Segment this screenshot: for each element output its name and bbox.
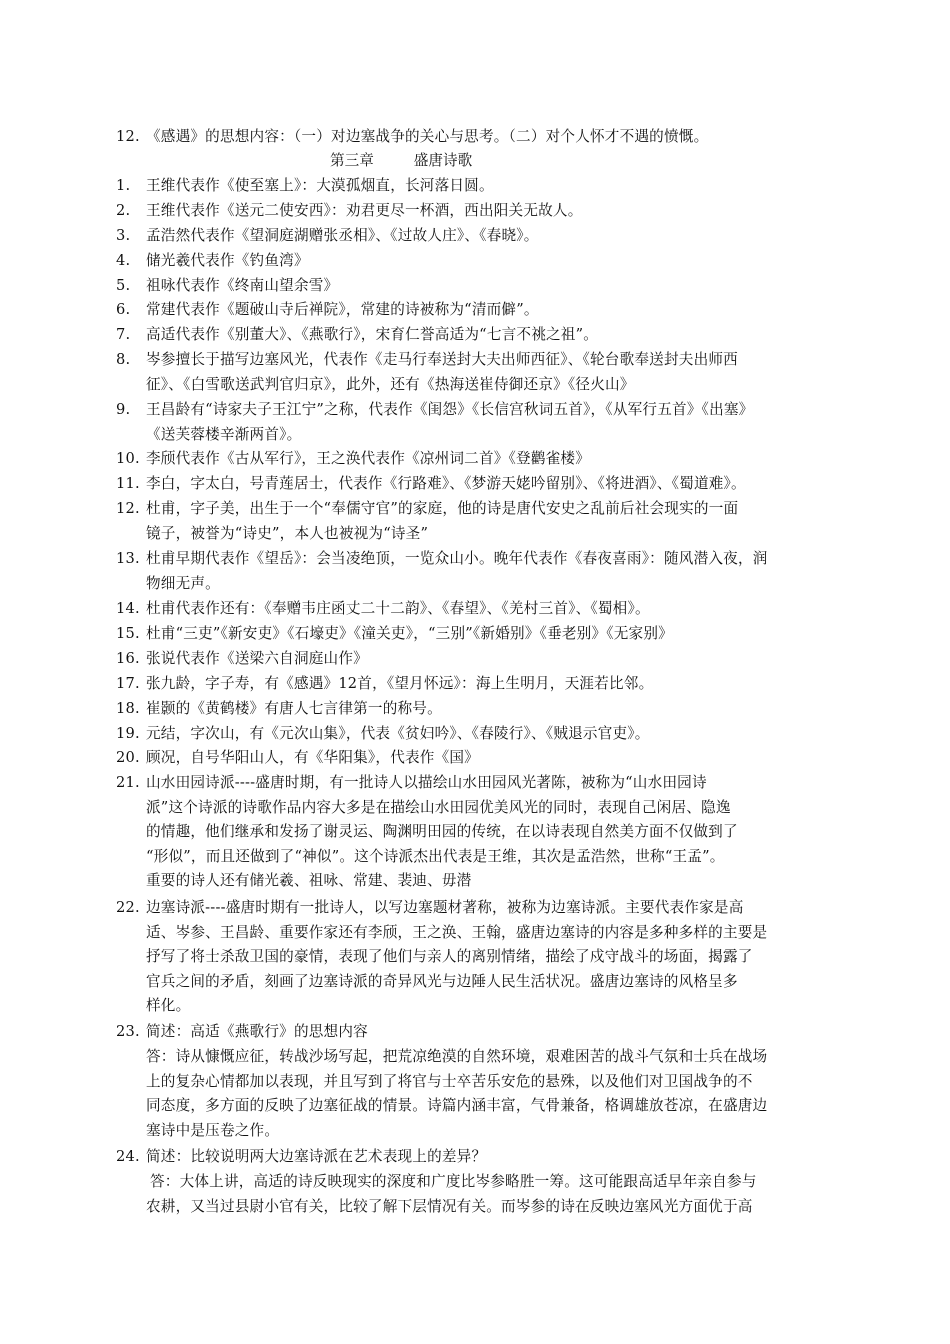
list-item (116, 672, 828, 697)
item-number: 15. (116, 625, 140, 642)
item-text (146, 697, 828, 722)
item-text (146, 722, 828, 747)
item-text (146, 672, 828, 697)
list-item (116, 199, 828, 224)
chapter-title: 盛唐诗歌 (413, 152, 473, 169)
item-number: 1. (116, 177, 131, 194)
item-text (146, 447, 828, 472)
item-line: 孟浩然代表作《望洞庭湖赠张丞相》、《过故人庄》、《春晓》。 (146, 227, 539, 244)
item-line: 李颀代表作《古从军行》，王之涣代表作《凉州词二首》《登鹳雀楼》 (146, 450, 591, 467)
list-item (116, 298, 828, 323)
item-text (146, 274, 828, 299)
item-number: 13. (116, 550, 140, 567)
list-item (116, 1145, 828, 1170)
item-line: “形似”，而且还做到了“神似”。这个诗派杰出代表是王维，其次是孟浩然，世称“王孟”。 (146, 847, 725, 865)
item-line: 杜甫早期代表作《望岳》：会当凌绝顶，一览众山小。晚年代表作《春夜喜雨》：随风潜入夜，润 (146, 550, 768, 567)
item-line: 简述：高适《燕歌行》的思想内容 (146, 1023, 368, 1040)
item-line: 适、岑参、王昌龄、重要作家还有李颀，王之涣、王翰，盛唐边塞诗的内容是多种多样的主要是 (146, 923, 768, 941)
item-line: 李白，字太白，号青莲居士，代表作《行路难》、《梦游天姥吟留别》、《将进酒》、《蜀道难》。 (146, 475, 746, 492)
item-number: 12. (116, 128, 140, 145)
answer-line: 农耕，又当过县尉小官有关，比较了解下层情况有关。而岑参的诗在反映边塞风光方面优于高 (146, 1197, 753, 1215)
answer-line: 上的复杂心情都加以表现，并且写到了将官与士卒苦乐安危的悬殊，以及他们对卫国战争的不 (146, 1072, 753, 1090)
list-item (116, 274, 828, 299)
list-item (116, 597, 828, 622)
item-text (146, 622, 828, 647)
item-text (146, 398, 828, 447)
item-number: 2. (116, 202, 131, 219)
item-line: 张九龄，字子寿，有《感遇》12首，《望月怀远》：海上生明月，天涯若比邻。 (146, 675, 654, 692)
item-number: 14. (116, 600, 140, 617)
item-line: 镜子，被誉为“诗史”，本人也被视为“诗圣” (146, 524, 429, 542)
list-item (116, 896, 828, 1019)
item-text (146, 746, 828, 771)
answer-line: 答：大体上讲，高适的诗反映现实的深度和广度比岑参略胜一筹。这可能跟高适早年亲自参与 (150, 1173, 757, 1190)
item-line: 元结，字次山，有《元次山集》，代表《贫妇吟》、《春陵行》、《贼退示官吏》。 (146, 725, 650, 742)
list-item (116, 125, 828, 150)
item-text (146, 174, 828, 199)
item-number: 22. (116, 899, 140, 916)
item-number: 7. (116, 326, 131, 343)
list-item (116, 722, 828, 747)
item-text (146, 348, 828, 397)
item-line: 派”这个诗派的诗歌作品内容大多是在描绘山水田园优美风光的同时，表现自己闲居、隐逸 (146, 798, 731, 816)
item-number: 21. (116, 774, 140, 791)
item-text (146, 1020, 828, 1045)
item-line: 顾况，自号华阳山人，有《华阳集》，代表作《国》 (146, 749, 479, 766)
item-line: 样化。 (146, 997, 191, 1014)
answer-line: 同态度，多方面的反映了边塞征战的情景。诗篇内涵丰富，气骨兼备，格调雄放苍凉，在盛唐边 (146, 1097, 768, 1114)
item-number: 24. (116, 1148, 140, 1165)
item-line: 岑参擅长于描写边塞风光，代表作《走马行奉送封大夫出师西征》、《轮台歌奉送封夫出师西 (146, 351, 738, 368)
list-item (116, 547, 828, 596)
answer-text (146, 1045, 836, 1143)
list-item (116, 323, 828, 348)
item-text (146, 298, 828, 323)
list-item (116, 746, 828, 771)
answer-block (146, 1170, 836, 1219)
item-text (146, 547, 828, 596)
item-line: 王昌龄有“诗家夫子王江宁”之称，代表作《闺怨》《长信宫秋词五首》，《从军行五首》《出塞》 (146, 401, 754, 418)
list-item (116, 771, 828, 894)
item-text (146, 125, 828, 150)
item-line: 常建代表作《题破山寺后禅院》，常建的诗被称为“清而僻”。 (146, 301, 539, 318)
item-line: 官兵之间的矛盾，刻画了边塞诗派的奇异风光与边陲人民生活状况。盛唐边塞诗的风格呈多 (146, 972, 738, 990)
chapter-number: 第三章 (330, 152, 374, 169)
item-text (146, 771, 828, 894)
list-item (116, 472, 828, 497)
item-text (146, 647, 828, 672)
list-item (116, 1020, 828, 1045)
list-item (116, 647, 828, 672)
item-number: 23. (116, 1023, 140, 1040)
item-line: 简述：比较说明两大边塞诗派在艺术表现上的差异？ (146, 1148, 487, 1165)
item-number: 17. (116, 675, 140, 692)
answer-line: 答：诗从慷慨应征，转战沙场写起，把荒凉绝漠的自然环境，艰难困苦的战斗气氛和士兵在战场 (146, 1048, 768, 1065)
item-number: 11. (116, 475, 140, 492)
item-line: 征》、《白雪歌送武判官归京》，此外，还有《热海送崔侍御还京》《径火山》 (146, 375, 635, 393)
list-item (116, 249, 828, 274)
answer-line: 塞诗中是压卷之作。 (146, 1121, 280, 1139)
item-line: 杜甫代表作还有：《奉赠韦庄函丈二十二韵》、《春望》、《羌村三首》、《蜀相》。 (146, 600, 650, 617)
item-line: 抒写了将士杀敌卫国的豪情，表现了他们与亲人的离别情绪，描绘了戍守战斗的场面，揭露了 (146, 948, 753, 965)
item-line: 杜甫“三吏”《新安吏》《石壕吏》《潼关吏》，“三别”《新婚别》《垂老别》《无家别》 (146, 625, 673, 642)
item-number: 10. (116, 450, 140, 467)
item-line: 的情趣，他们继承和发扬了谢灵运、陶渊明田园的传统，在以诗表现自然美方面不仅做到了 (146, 823, 738, 840)
item-line: 王维代表作《送元二使安西》：劝君更尽一杯酒，西出阳关无故人。 (146, 202, 583, 219)
chapter-heading (330, 149, 472, 174)
item-text (146, 323, 828, 348)
item-number: 3. (116, 227, 131, 244)
item-number: 12. (116, 500, 140, 517)
item-text (146, 199, 828, 224)
item-number: 16. (116, 650, 140, 667)
item-line: 高适代表作《别董大》、《燕歌行》，宋育仁誉高适为“七言不祧之祖”。 (146, 326, 599, 343)
item-line: 边塞诗派----盛唐时期有一批诗人，以写边塞题材著称，被称为边塞诗派。主要代表作家是高 (146, 899, 744, 916)
list-item (116, 348, 828, 397)
item-text (146, 224, 828, 249)
item-line: 山水田园诗派----盛唐时期，有一批诗人以描绘山水田园风光著陈，被称为“山水田园诗 (146, 774, 707, 791)
item-text (146, 896, 828, 1019)
item-line: 张说代表作《送梁六自洞庭山作》 (146, 650, 368, 667)
item-line: 重要的诗人还有储光羲、祖咏、常建、裴迪、毋潜 (146, 872, 472, 889)
item-number: 4. (116, 252, 131, 269)
item-number: 6. (116, 301, 131, 318)
item-text (146, 472, 828, 497)
answer-block (146, 1045, 836, 1143)
item-text (146, 497, 828, 546)
item-number: 20. (116, 749, 140, 766)
list-item (116, 224, 828, 249)
item-number: 9. (116, 401, 131, 418)
list-item (116, 497, 828, 546)
item-line: 《感遇》的思想内容：（一）对边塞战争的关心与思考。（二）对个人怀才不遇的愤慨。 (146, 128, 709, 145)
item-text (146, 597, 828, 622)
item-line: 储光羲代表作《钓鱼湾》 (146, 252, 309, 269)
list-item (116, 398, 828, 447)
item-number: 5. (116, 277, 131, 294)
list-item (116, 622, 828, 647)
item-line: 物细无声。 (146, 574, 220, 592)
list-item (116, 447, 828, 472)
list-item (116, 174, 828, 199)
item-text (146, 1145, 828, 1170)
item-line: 崔颢的《黄鹤楼》有唐人七言律第一的称号。 (146, 700, 442, 717)
item-text (146, 249, 828, 274)
item-line: 王维代表作《使至塞上》：大漠孤烟直，长河落日圆。 (146, 177, 494, 194)
item-line: 祖咏代表作《终南山望余雪》 (146, 277, 339, 294)
item-line: 《送芙蓉楼辛渐两首》。 (146, 425, 302, 443)
list-item (116, 697, 828, 722)
item-number: 19. (116, 725, 140, 742)
item-line: 杜甫，字子美，出生于一个“奉儒守官”的家庭，他的诗是唐代安史之乱前后社会现实的一面 (146, 500, 739, 517)
item-number: 8. (116, 351, 131, 368)
item-number: 18. (116, 700, 140, 717)
answer-text (146, 1170, 836, 1219)
